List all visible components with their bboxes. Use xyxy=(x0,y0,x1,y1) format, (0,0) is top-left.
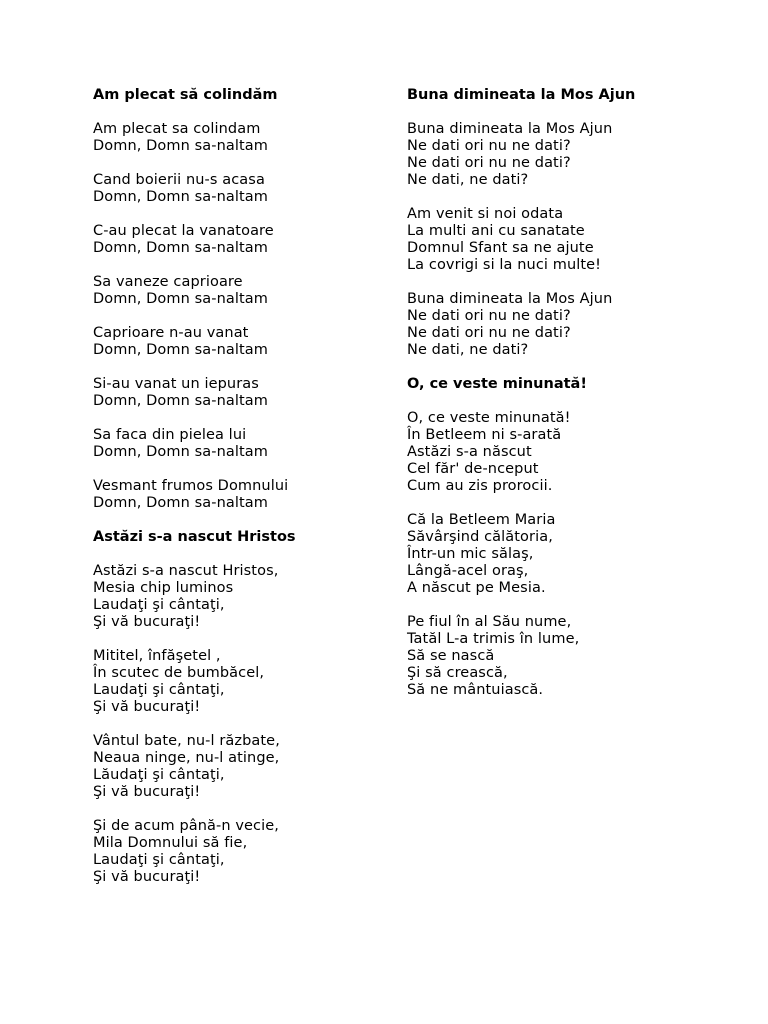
lyric-line: Cum au zis prorocii. xyxy=(407,478,553,494)
song-astazi-s-a-nascut-hristos xyxy=(93,529,393,886)
stanza xyxy=(93,172,393,206)
lyric-line: Cand boierii nu-s acasa xyxy=(93,172,265,188)
lyric-line: Sa faca din pielea lui xyxy=(93,427,247,443)
lyric-line: Săvârşind călătoria, xyxy=(407,529,553,545)
lyric-line: Şi vă bucuraţi! xyxy=(93,869,201,885)
lyric-line: Domn, Domn sa-naltam xyxy=(93,444,269,460)
lyric-line: Ne dati ori nu ne dati? xyxy=(407,138,571,154)
stanza xyxy=(93,733,393,801)
lyric-line: Pe fiul în al Său nume, xyxy=(407,614,572,630)
lyric-line: Ne dati ori nu ne dati? xyxy=(407,308,571,324)
lyric-line: Neaua ninge, nu-l atinge, xyxy=(93,750,280,766)
lyric-line: În scutec de bumbăcel, xyxy=(93,665,265,681)
lyric-line: Că la Betleem Maria xyxy=(407,512,556,528)
song-title: O, ce veste minunată! xyxy=(407,376,587,392)
stanza xyxy=(93,648,393,716)
lyric-line: Şi vă bucuraţi! xyxy=(93,784,201,800)
stanza xyxy=(407,410,707,495)
lyric-line: La multi ani cu sanatate xyxy=(407,223,585,239)
song-buna-dimineata-la-mos-ajun xyxy=(407,87,707,359)
lyric-line: Laudaţi şi cântaţi, xyxy=(93,682,225,698)
lyric-line: C-au plecat la vanatoare xyxy=(93,223,274,239)
left-column xyxy=(93,87,393,903)
stanza xyxy=(407,512,707,597)
song-title: Buna dimineata la Mos Ajun xyxy=(407,87,636,103)
lyric-line: Mila Domnului să fie, xyxy=(93,835,248,851)
lyric-line: Şi să crească, xyxy=(407,665,508,681)
lyric-line: Domn, Domn sa-naltam xyxy=(93,342,269,358)
lyric-line: Ne dati, ne dati? xyxy=(407,342,529,358)
lyric-line: Şi vă bucuraţi! xyxy=(93,699,201,715)
lyric-line: Buna dimineata la Mos Ajun xyxy=(407,121,613,137)
song-title: Am plecat să colindăm xyxy=(93,87,278,103)
lyric-line: Să se nască xyxy=(407,648,495,664)
stanza xyxy=(407,291,707,359)
lyric-line: Cel făr' de-nceput xyxy=(407,461,539,477)
lyric-line: Am venit si noi odata xyxy=(407,206,564,222)
lyric-line: Să ne mântuiască. xyxy=(407,682,544,698)
stanza xyxy=(93,563,393,631)
lyric-line: Laudaţi şi cântaţi, xyxy=(93,597,225,613)
lyric-line: Domnul Sfant sa ne ajute xyxy=(407,240,594,256)
stanza xyxy=(93,274,393,308)
lyric-line: A născut pe Mesia. xyxy=(407,580,546,596)
lyric-line: Vesmant frumos Domnului xyxy=(93,478,289,494)
lyric-line: O, ce veste minunată! xyxy=(407,410,571,426)
lyric-line: Mititel, înfăşetel , xyxy=(93,648,221,664)
lyric-line: Laudaţi şi cântaţi, xyxy=(93,852,225,868)
lyric-line: Ne dati, ne dati? xyxy=(407,172,529,188)
lyric-line: Într-un mic sălaş, xyxy=(407,546,534,562)
lyric-line: Mesia chip luminos xyxy=(93,580,234,596)
lyric-line: Domn, Domn sa-naltam xyxy=(93,393,269,409)
stanza xyxy=(93,223,393,257)
lyric-line: Si-au vanat un iepuras xyxy=(93,376,259,392)
lyric-line: Domn, Domn sa-naltam xyxy=(93,138,269,154)
lyric-line: Lăudaţi şi cântaţi, xyxy=(93,767,225,783)
lyric-line: Sa vaneze caprioare xyxy=(93,274,243,290)
lyric-line: Şi vă bucuraţi! xyxy=(93,614,201,630)
song-title: Astăzi s-a nascut Hristos xyxy=(93,529,296,545)
lyric-line: Astăzi s-a nascut Hristos, xyxy=(93,563,279,579)
stanza xyxy=(93,376,393,410)
song-am-plecat-sa-colindam xyxy=(93,87,393,512)
song-o-ce-veste-minunata xyxy=(407,376,707,699)
right-column xyxy=(407,87,707,716)
stanza xyxy=(407,614,707,699)
lyric-line: Domn, Domn sa-naltam xyxy=(93,495,269,511)
stanza xyxy=(93,427,393,461)
lyric-line: Astăzi s-a născut xyxy=(407,444,532,460)
lyric-line: Domn, Domn sa-naltam xyxy=(93,291,269,307)
stanza xyxy=(407,206,707,274)
stanza xyxy=(93,121,393,155)
lyric-line: Buna dimineata la Mos Ajun xyxy=(407,291,613,307)
lyric-line: Domn, Domn sa-naltam xyxy=(93,189,269,205)
lyric-line: Şi de acum până-n vecie, xyxy=(93,818,279,834)
lyric-line: Caprioare n-au vanat xyxy=(93,325,249,341)
lyric-line: Tatăl L-a trimis în lume, xyxy=(407,631,580,647)
lyric-line: Ne dati ori nu ne dati? xyxy=(407,325,571,341)
stanza xyxy=(93,478,393,512)
lyric-line: Am plecat sa colindam xyxy=(93,121,261,137)
stanza xyxy=(93,818,393,886)
lyric-line: La covrigi si la nuci multe! xyxy=(407,257,602,273)
stanza xyxy=(93,325,393,359)
lyric-line: Vântul bate, nu-l răzbate, xyxy=(93,733,280,749)
lyric-line: Ne dati ori nu ne dati? xyxy=(407,155,571,171)
stanza xyxy=(407,121,707,189)
lyric-line: În Betleem ni s-arată xyxy=(407,427,562,443)
lyric-line: Lângă-acel oraş, xyxy=(407,563,529,579)
lyric-line: Domn, Domn sa-naltam xyxy=(93,240,269,256)
